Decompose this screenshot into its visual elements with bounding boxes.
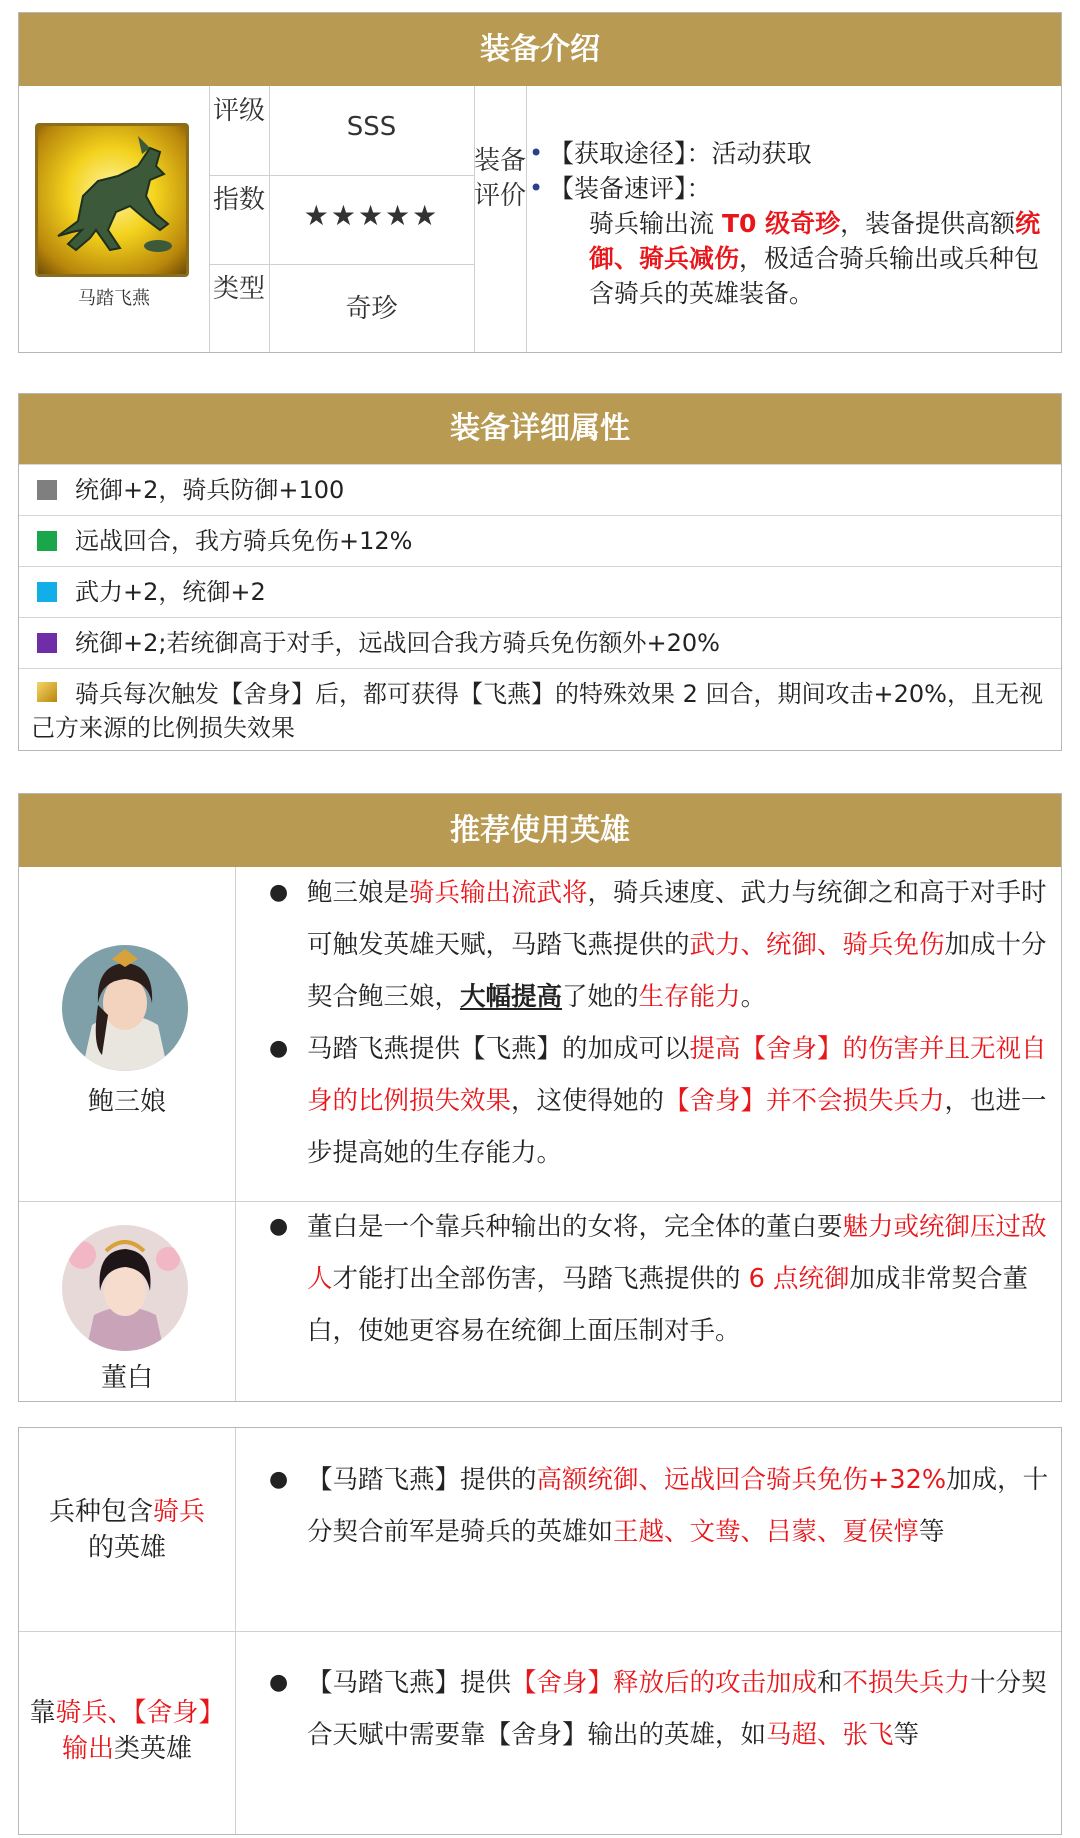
recommended-heroes-panel: [18, 793, 1062, 1402]
bullet-item: ● 马踏飞燕提供【飞燕】的加成可以提高【舍身】的伤害并且无视自身的比例损失效果，这使得她的【舍身】并不会损失兵力，也进一步提高她的生存能力。: [251, 1023, 1051, 1179]
bullet-item: ● 鲍三娘是骑兵输出流武将，骑兵速度、武力与统御之和高于对手时可触发英雄天赋，马踏飞燕提供的武力、统御、骑兵免伤加成十分契合鲍三娘，大幅提高了她的生存能力。: [251, 867, 1051, 1023]
hero-row-dong-bai: [19, 1201, 1061, 1401]
horse-item-image: [35, 123, 189, 277]
equipment-attrs-panel: [18, 393, 1062, 751]
color-square-icon: [37, 480, 57, 500]
type-label: 类型: [212, 274, 265, 304]
item-name: 马踏飞燕: [78, 288, 150, 309]
type-row-cavalry: [19, 1428, 1061, 1632]
hero-name: 鲍三娘: [87, 1087, 166, 1117]
attr-row: 武力+2，统御+2: [19, 566, 1061, 617]
eval-label: 装备评价: [474, 146, 527, 211]
bullet-item: ● 【马踏飞燕】提供的高额统御、远战回合骑兵免伤+32%加成，十分契合前军是骑兵的英雄如王越、文鸯、吕蒙、夏侯惇等: [251, 1454, 1051, 1558]
quick-eval-line: • 【装备速评】：: [537, 171, 1051, 206]
equipment-intro-title: 装备介绍: [19, 13, 1061, 86]
index-label: 指数: [212, 185, 265, 215]
recommended-heroes-title: 推荐使用英雄: [19, 794, 1061, 867]
hero-type-panel: [18, 1427, 1062, 1835]
bullet-item: ● 董白是一个靠兵种输出的女将，完全体的董白要魅力或统御压过敌人才能打出全部伤害，马踏飞燕提供的 6 点统御加成非常契合董白，使她更容易在统御上面压制对手。: [251, 1201, 1051, 1357]
type-row-sheshen: [19, 1631, 1061, 1834]
color-square-icon: [37, 633, 57, 653]
attr-row: 远战回合，我方骑兵免伤+12%: [19, 515, 1061, 566]
attr-row: 统御+2，骑兵防御+100: [19, 464, 1061, 515]
hero-description: [251, 867, 1051, 1179]
equipment-attrs-title: 装备详细属性: [19, 394, 1061, 464]
hero-row-bao-sanniang: [19, 867, 1061, 1202]
hero-name: 董白: [100, 1363, 153, 1393]
color-square-icon: [37, 531, 57, 551]
quick-eval-text: 骑兵输出流 T0 级奇珍，装备提供高额统御、骑兵减伤，极适合骑兵输出或兵种包含骑兵的英雄装备。: [589, 209, 1041, 308]
source-line: • 【获取途径】：活动获取: [537, 136, 1051, 171]
bullet-icon: ●: [269, 1214, 289, 1239]
hero-avatar: [62, 945, 188, 1071]
attr-list: [19, 464, 1061, 753]
stars-value: ★★★★★: [303, 199, 440, 232]
type-value: 奇珍: [345, 294, 398, 324]
bullet-icon: ●: [269, 1467, 289, 1492]
rating-value: SSS: [346, 112, 397, 142]
attr-row: 骑兵每次触发【舍身】后，都可获得【飞燕】的特殊效果 2 回合，期间攻击+20%，且无视己方来源的比例损失效果: [19, 668, 1061, 753]
bullet-icon: ●: [269, 1036, 289, 1061]
hero-description: [251, 1201, 1051, 1357]
type-row-label: 靠骑兵、【舍身】 输出类英雄: [29, 1698, 225, 1764]
bullet-icon: ●: [269, 880, 289, 905]
type-row-description: [251, 1657, 1051, 1761]
color-square-icon: [37, 582, 57, 602]
rating-label: 评级: [212, 96, 265, 126]
equipment-intro-panel: [18, 12, 1062, 353]
hero-avatar: [62, 1225, 188, 1351]
type-row-label: 兵种包含骑兵 的英雄: [48, 1497, 206, 1563]
bullet-icon: ●: [269, 1670, 289, 1695]
bullet-item: ● 【马踏飞燕】提供【舍身】释放后的攻击加成和不损失兵力十分契合天赋中需要靠【舍身】输出的英雄，如马超、张飞等: [251, 1657, 1051, 1761]
eval-content: [537, 136, 1051, 311]
attr-row: 统御+2;若统御高于对手，远战回合我方骑兵免伤额外+20%: [19, 617, 1061, 668]
type-row-description: [251, 1454, 1051, 1558]
